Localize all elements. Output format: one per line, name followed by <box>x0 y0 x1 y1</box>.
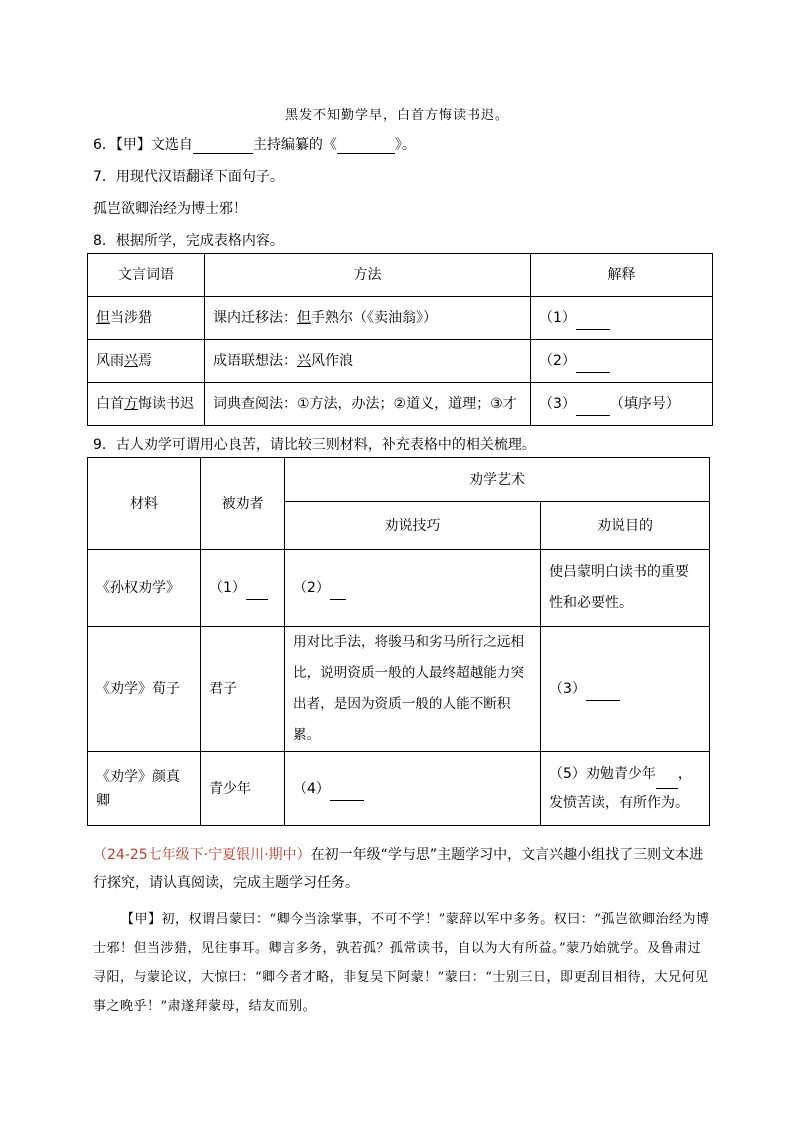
answer-cell <box>531 383 713 426</box>
persuaded-cell: 君子 <box>201 627 285 752</box>
q6-middle: 主持编纂的《 <box>252 137 337 153</box>
header-cell: 解释 <box>531 254 713 297</box>
method-text: 课内迁移法： <box>213 310 297 326</box>
passage-text: 初，权谓吕蒙曰：“卿今当涂掌事，不可不学！”蒙辞以军中多务。权曰：“孤岂欲卿治经为博士邪！但当涉猎，见往事耳。卿言多务，孰若孤？孤常读书，自以为大有所益。”蒙乃始就学。及鲁肃过寻阳，与蒙论议，大惊曰：“卿今者才略，非复吴下阿蒙！”蒙曰：“士别三日，即更刮目相待，大兄何见事之晚乎！”肃遂拜蒙母，结友而别。 <box>93 912 710 1014</box>
answer-cell <box>531 297 713 340</box>
header-cell: 劝学艺术 <box>285 458 710 502</box>
material-cell: 《劝学》荀子 <box>88 627 201 752</box>
header-cell: 被劝者 <box>201 458 285 550</box>
answer-note: （填序号） <box>609 396 680 412</box>
purpose-cell: 使吕蒙明白读书的重要性和必要性。 <box>541 550 710 627</box>
table-row <box>88 752 710 826</box>
underlined-char: 但 <box>297 310 311 326</box>
answer-number: （3） <box>539 396 576 412</box>
header-cell: 文言词语 <box>88 254 205 297</box>
passage-intro <box>93 841 713 897</box>
word-cell <box>88 383 205 426</box>
classical-passage <box>93 905 713 1021</box>
answer-blank[interactable] <box>656 774 678 789</box>
translation-sentence: 孤岂欲卿治经为博士邪！ <box>93 201 247 217</box>
underlined-char: 兴 <box>124 353 138 369</box>
question-9: 9．古人劝学可谓用心良苦，请比较三则材料，补充表格中的相关梳理。 <box>93 437 536 453</box>
persuasion-table <box>87 457 710 826</box>
answer-blank[interactable] <box>330 585 346 600</box>
q6-suffix: 》。 <box>394 137 416 153</box>
answer-blank[interactable] <box>586 686 620 701</box>
word-cell <box>88 340 205 383</box>
question-6 <box>93 134 416 154</box>
poem-line: 黑发不知勤学早，白首方悔读书迟。 <box>284 108 509 123</box>
answer-blank[interactable] <box>337 139 395 154</box>
answer-number: （2） <box>539 353 576 369</box>
question-7: 7．用现代汉语翻译下面句子。 <box>93 169 284 185</box>
purpose-text: ，发愤苦读，有所作为。 <box>549 765 692 811</box>
method-cell <box>205 340 531 383</box>
question-8: 8．根据所学，完成表格内容。 <box>93 233 284 249</box>
header-cell: 劝说目的 <box>541 502 710 550</box>
table-row <box>88 627 710 752</box>
header-cell: 方法 <box>205 254 531 297</box>
word-text: 悔读书迟 <box>138 396 194 412</box>
method-text: 手熟尔（《卖油翁》） <box>311 310 437 326</box>
answer-number: （3） <box>549 681 586 697</box>
answer-number: （5）劝勉青少年 <box>549 765 656 782</box>
answer-blank[interactable] <box>576 401 610 416</box>
vocabulary-table <box>87 253 713 426</box>
header-cell: 材料 <box>88 458 201 550</box>
technique-cell <box>285 752 541 826</box>
method-text: 词典查阅法：①方法，办法；②道义，道理；③才 <box>213 396 517 412</box>
method-cell <box>205 383 531 426</box>
answer-cell <box>531 340 713 383</box>
header-cell: 劝说技巧 <box>285 502 541 550</box>
technique-cell <box>285 550 541 627</box>
word-text: 白首 <box>96 396 124 412</box>
word-text: 焉 <box>138 353 152 369</box>
table-header-row <box>88 458 710 502</box>
table-row <box>88 383 713 426</box>
answer-number: （2） <box>293 580 330 596</box>
answer-blank[interactable] <box>246 585 268 600</box>
word-text: 当涉猎 <box>110 310 152 326</box>
q6-prefix: 6．【甲】文选自 <box>93 137 193 153</box>
persuaded-cell <box>201 550 285 627</box>
underlined-char: 方 <box>124 396 138 412</box>
table-row <box>88 297 713 340</box>
answer-blank[interactable] <box>330 786 364 801</box>
technique-cell: 用对比手法，将骏马和劣马所行之远相比，说明资质一般的人最终超越能力突出者，是因为资质一般的人能不断积累。 <box>285 627 541 752</box>
method-text: 成语联想法： <box>213 353 297 369</box>
table-header-row <box>88 254 713 297</box>
answer-number: （4） <box>293 780 330 797</box>
purpose-cell <box>541 627 710 752</box>
source-label: （24-25七年级下·宁夏银川·期中） <box>93 847 311 863</box>
material-cell: 《劝学》颜真卿 <box>88 752 201 826</box>
underlined-char: 但 <box>96 310 110 326</box>
table-row <box>88 340 713 383</box>
table-row <box>88 550 710 627</box>
word-cell <box>88 297 205 340</box>
purpose-cell <box>541 752 710 826</box>
answer-number: （1） <box>539 310 576 326</box>
answer-blank[interactable] <box>576 358 610 373</box>
material-cell: 《孙权劝学》 <box>88 550 201 627</box>
underlined-char: 兴 <box>297 353 311 369</box>
answer-number: （1） <box>209 580 246 596</box>
answer-blank[interactable] <box>576 315 610 330</box>
word-text: 风雨 <box>96 353 124 369</box>
method-text: 风作浪 <box>311 353 353 369</box>
intro-text: 在初一年级“学与思”主题学习中，文言兴趣小组找了三则文本进行探究，请认真阅读，完成主题学习任务。 <box>93 847 704 891</box>
persuaded-cell: 青少年 <box>201 752 285 826</box>
passage-label: 【甲】 <box>121 912 162 927</box>
answer-blank[interactable] <box>193 139 253 154</box>
method-cell <box>205 297 531 340</box>
